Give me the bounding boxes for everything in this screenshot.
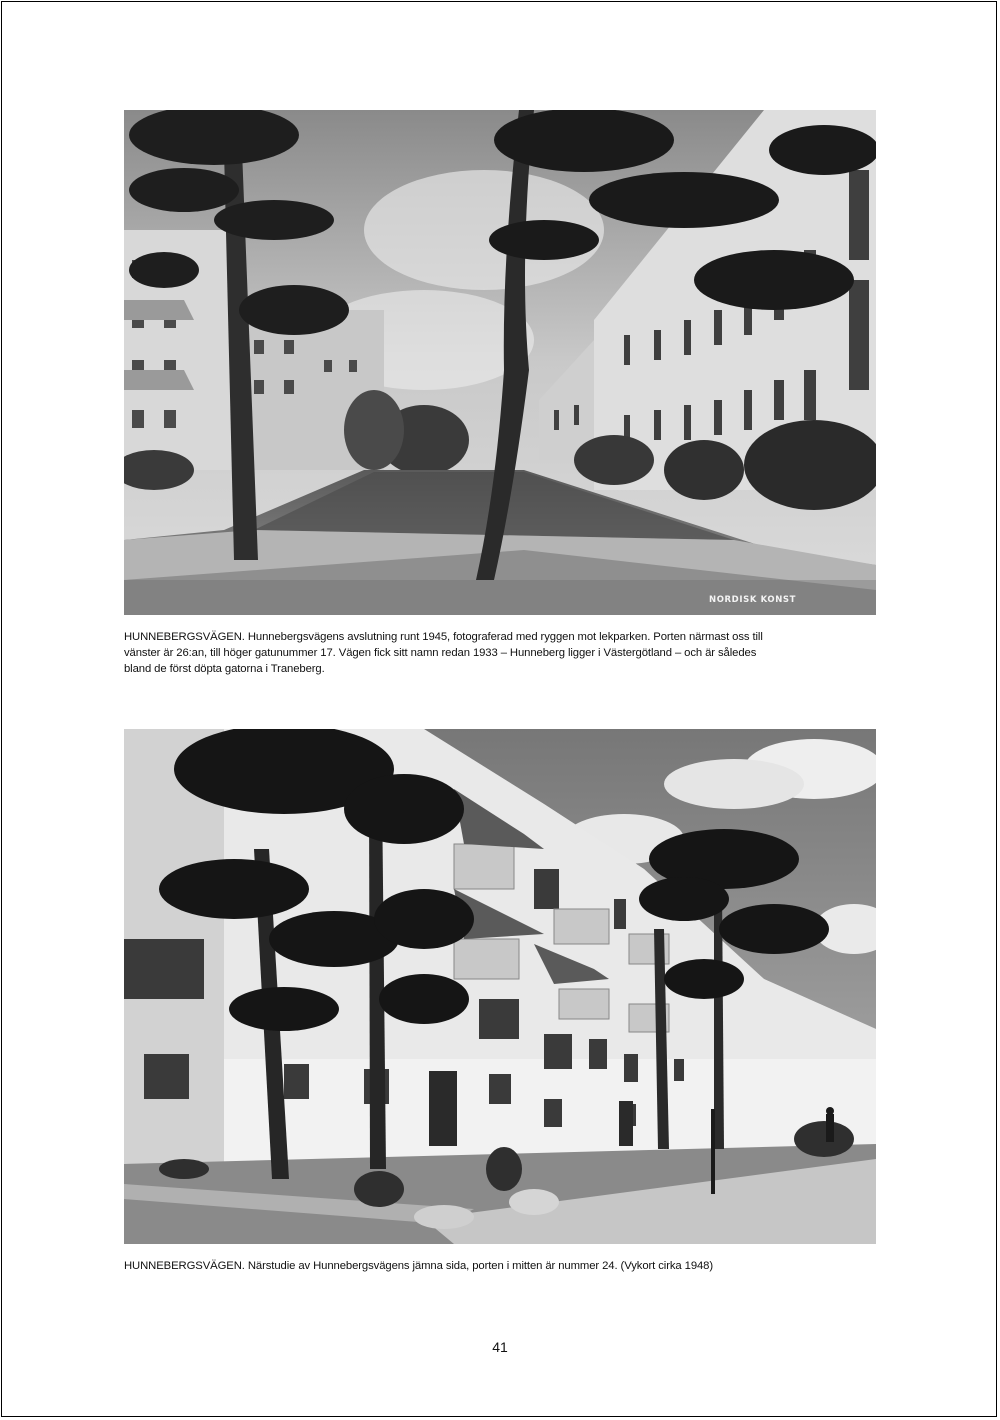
photo-street-pines-illustration — [124, 110, 876, 615]
photo-caption — [124, 1258, 876, 1274]
caption-text: Närstudie av Hunnebergsvägens jämna sida, porten i mitten är nummer 24. (Vykort cirka 1948) — [244, 1260, 714, 1272]
caption-heading: HUNNEBERGSVÄGEN. — [124, 1260, 245, 1272]
photo-caption — [124, 629, 784, 677]
caption-text: Hunnebergsvägens avslutning runt 1945, fotograferad med ryggen mot lekparken. Porten närmast oss till vänster är 26:an, till höger gatunummer 17. Vägen fick sitt namn redan 1933 – Hunneberg ligger i Västergötland – och är således bland de först döpta gatorna i Traneberg. — [124, 631, 763, 675]
photo-apartment-facade-illustration — [124, 729, 876, 1244]
page-number: 41 — [492, 1339, 508, 1355]
photo-apartment-facade — [124, 729, 876, 1244]
photo-street-pines — [124, 110, 876, 615]
caption-heading: HUNNEBERGSVÄGEN. — [124, 631, 245, 643]
photo-stamp-text: NORDISK KONST — [709, 595, 797, 605]
